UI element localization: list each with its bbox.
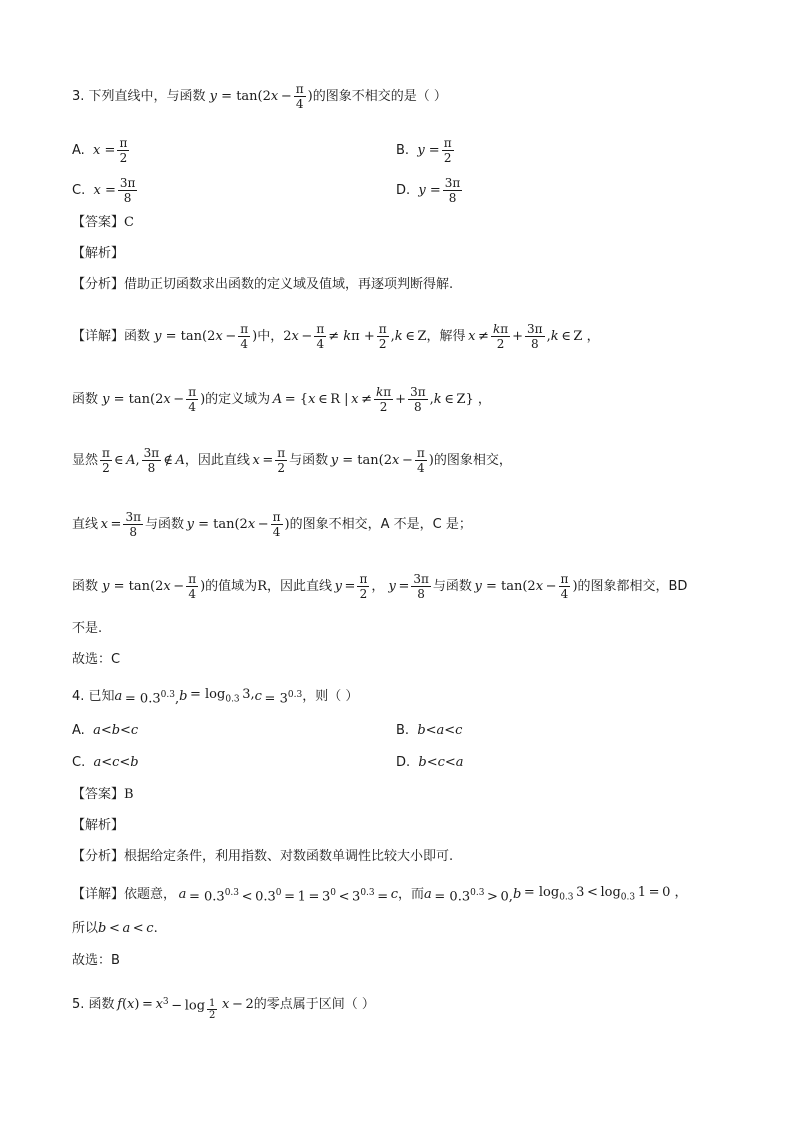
q3-detail-line1: 【详解】 函数 y = tan(2 x − $\frac{\pi}{4}$ ) 中， 2 x − $\frac{\pi}{4}$ ≠ k π + $\frac{\pi}{2}$ , k ∈ Z ，解得 x ≠ $\frac{k\pi}{2}$ + $\frac{3\pi}{8}$ , k ∈ Z ， [72, 322, 600, 351]
q4-analysis-tag: 【解析】 [72, 818, 125, 833]
q3-answer: 【答案】 C [72, 215, 134, 230]
q4-option-a: A. a<b<c [72, 723, 139, 738]
q3-analysis-tag: 【解析】 [72, 246, 125, 261]
q4-answer: 【答案】 B [72, 787, 134, 802]
q4-stem: 4. 已知 a = $0.3^{0.3}$, b = $\log_{0.3} 3$, c = $3^{0.3}$ ，则（ ） [72, 687, 359, 707]
q4-detail-line2: 所以 b < a < c . [72, 921, 158, 936]
q4-detail-line1: 【详解】 依题意， a = $0.3^{0.3} < 0.3^0 = 1 = 3^0 < 3^{0.3}$ = c ，而 a = $0.3^{0.3} > 0$, b = $\log_{0.3} 3 < \log_{0.3} 1 = 0$ ， [72, 885, 688, 905]
q5-stem: 5. 函数 f ( x ) = x $^3$ − log $\frac{1}{2}$ x − 2 的零点属于区间（ ） [72, 996, 375, 1021]
q3-choose: 故选：C [72, 652, 121, 667]
q3-detail-line3: 显然 $\frac{\pi}{2}$ ∈ A , $\frac{3\pi}{8}$ ∉ A ，因此直线 x = $\frac{\pi}{2}$ 与函数 y = tan(2 x − $\frac{\pi}{4}$ ) 的图象相交， [72, 446, 512, 475]
q3-option-c: C. x = $\frac{3\pi}{8}$ [72, 176, 136, 205]
q3-detail-line5: 函数 y = tan(2 x − $\frac{\pi}{4}$ ) 的值域为 R ，因此直线 y = $\frac{\pi}{2}$ ， y = $\frac{3\pi}{8}$ 与函数 y = tan(2 x − $\frac{\pi}{4}$ ) 的图象都相交，BD [72, 572, 688, 601]
q3-stem: 3. 下列直线中，与函数 y = tan(2 x − $\frac{\pi}{4}$ ) 的图象不相交的是（ ） [72, 82, 447, 111]
q3-detail-line2: 函数 y = tan(2 x − $\frac{\pi}{4}$ ) 的定义域为 A = { x ∈ R | x ≠ $\frac{k\pi}{2}$ + $\frac{3\pi}{8}$ , k ∈ Z} ， [72, 385, 491, 414]
q3-option-b: B. y = $\frac{\pi}{2}$ [396, 136, 452, 165]
q3-fenxi: 【分析】 借助正切函数求出函数的定义域及值域，再逐项判断得解. [72, 277, 454, 292]
q4-option-d: D. b<c<a [396, 755, 464, 770]
q3-option-a: A. x = $\frac{\pi}{2}$ [72, 136, 128, 165]
q4-option-c: C. a<c<b [72, 755, 139, 770]
q4-choose: 故选：B [72, 953, 120, 968]
q3-option-d: D. y = $\frac{3\pi}{8}$ [396, 176, 461, 205]
q4-option-b: B. b<a<c [396, 723, 463, 738]
q4-fenxi: 【分析】 根据给定条件，利用指数、对数函数单调性比较大小即可. [72, 849, 454, 864]
q3-detail-line6: 不是. [72, 621, 103, 636]
q3-detail-line4: 直线 x = $\frac{3\pi}{8}$ 与函数 y = tan(2 x − $\frac{\pi}{4}$ ) 的图象不相交，A 不是，C 是； [72, 510, 472, 539]
